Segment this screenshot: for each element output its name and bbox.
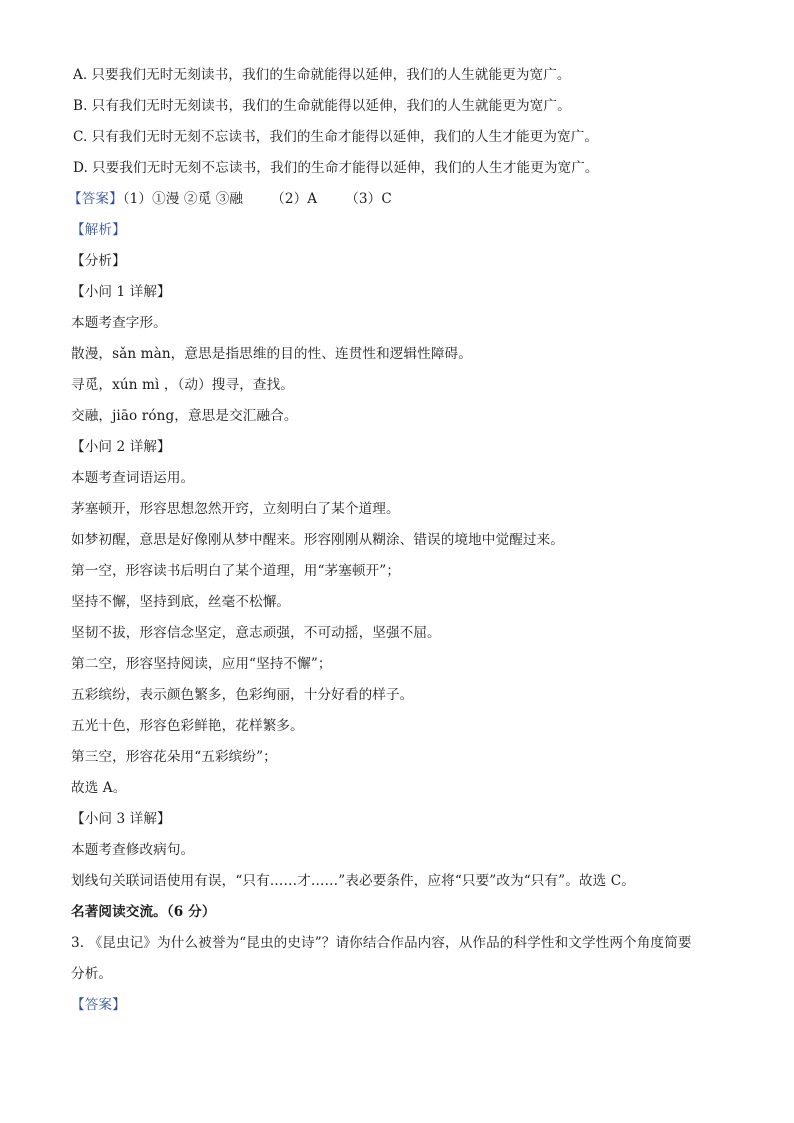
q2-line: 第二空，形容坚持阅读，应用“坚持不懈”； — [71, 656, 332, 672]
q3-heading: 【小问 3 详解】 — [71, 811, 171, 827]
q1-line: 本题考查字形。 — [71, 315, 167, 331]
answer-line — [68, 186, 731, 217]
answer-part-2: （2）A — [271, 191, 318, 207]
q2-line: 本题考查词语运用。 — [71, 470, 195, 486]
answer-part-3: （3）C — [345, 191, 392, 207]
q2-line: 第一空，形容读书后明白了某个道理，用“茅塞顿开”； — [71, 563, 401, 579]
q2-heading: 【小问 2 详解】 — [71, 439, 171, 455]
q1-line: 交融，jiāo róng，意思是交汇融合。 — [71, 408, 298, 424]
q2-line: 坚韧不拔，形容信念坚定，意志顽强，不可动摇，坚强不屈。 — [71, 625, 441, 641]
q2-line: 茅塞顿开，形容思想忽然开窍，立刻明白了某个道理。 — [71, 501, 400, 517]
q3-line: 本题考查修改病句。 — [71, 842, 195, 858]
option-d — [71, 155, 731, 186]
q2-line: 故选 A。 — [71, 780, 127, 796]
answer-2-tag: 【答案】 — [71, 997, 126, 1013]
question-3-line-2: 分析。 — [71, 966, 113, 982]
q1-line: 散漫，sǎn màn，意思是指思维的目的性、连贯性和逻辑性障碍。 — [71, 346, 472, 362]
q2-line: 坚持不懈，坚持到底，丝毫不松懈。 — [71, 594, 291, 610]
q2-line: 五光十色，形容色彩鲜艳，花样繁多。 — [71, 718, 304, 734]
answer-part-1: （1）①漫 ②觅 ③融 — [122, 191, 244, 207]
q2-line: 五彩缤纷，表示颜色繁多，色彩绚丽，十分好看的样子。 — [71, 687, 414, 703]
section-title: 名著阅读交流。（6 分） — [71, 904, 216, 920]
fenxi-tag: 【分析】 — [71, 253, 126, 269]
answer-tag: 【答案】 — [68, 191, 123, 207]
option-text: 只有我们无时无刻不忘读书，我们的生命才能得以延伸，我们的人生才能更为宽广。 — [91, 129, 599, 145]
analysis-tag: 【解析】 — [71, 222, 126, 238]
q1-line: 寻觅，xún mì ，（动）搜寻，查找。 — [71, 377, 294, 393]
q1-heading: 【小问 1 详解】 — [71, 284, 171, 300]
option-text: 只要我们无时无刻读书，我们的生命就能得以延伸，我们的人生就能更为宽广。 — [91, 67, 571, 83]
q3-line: 划线句关联词语使用有误，“只有……才……”表必要条件，应将“只要”改为“只有”。故选 C。 — [71, 873, 635, 889]
option-a — [71, 62, 731, 93]
q2-line: 如梦初醒，意思是好像刚从梦中醒来。形容刚刚从糊涂、错误的境地中觉醒过来。 — [71, 532, 564, 548]
option-text: 只有我们无时无刻读书，我们的生命就能得以延伸，我们的人生就能更为宽广。 — [91, 98, 571, 114]
option-c — [71, 124, 731, 155]
option-b — [71, 93, 731, 124]
option-letter: C. — [73, 129, 88, 145]
question-3-line-1: 3. 《昆虫记》为什么被誉为“昆虫的史诗”？请你结合作品内容，从作品的科学性和文学性两个角度简要 — [71, 935, 692, 951]
q2-line: 第三空，形容花朵用“五彩缤纷”； — [71, 749, 277, 765]
option-letter: D. — [73, 160, 88, 176]
document-page — [68, 62, 731, 1023]
option-text: 只要我们无时无刻不忘读书，我们的生命才能得以延伸，我们的人生才能更为宽广。 — [91, 160, 599, 176]
option-letter: B. — [73, 98, 88, 114]
option-letter: A. — [73, 67, 88, 83]
